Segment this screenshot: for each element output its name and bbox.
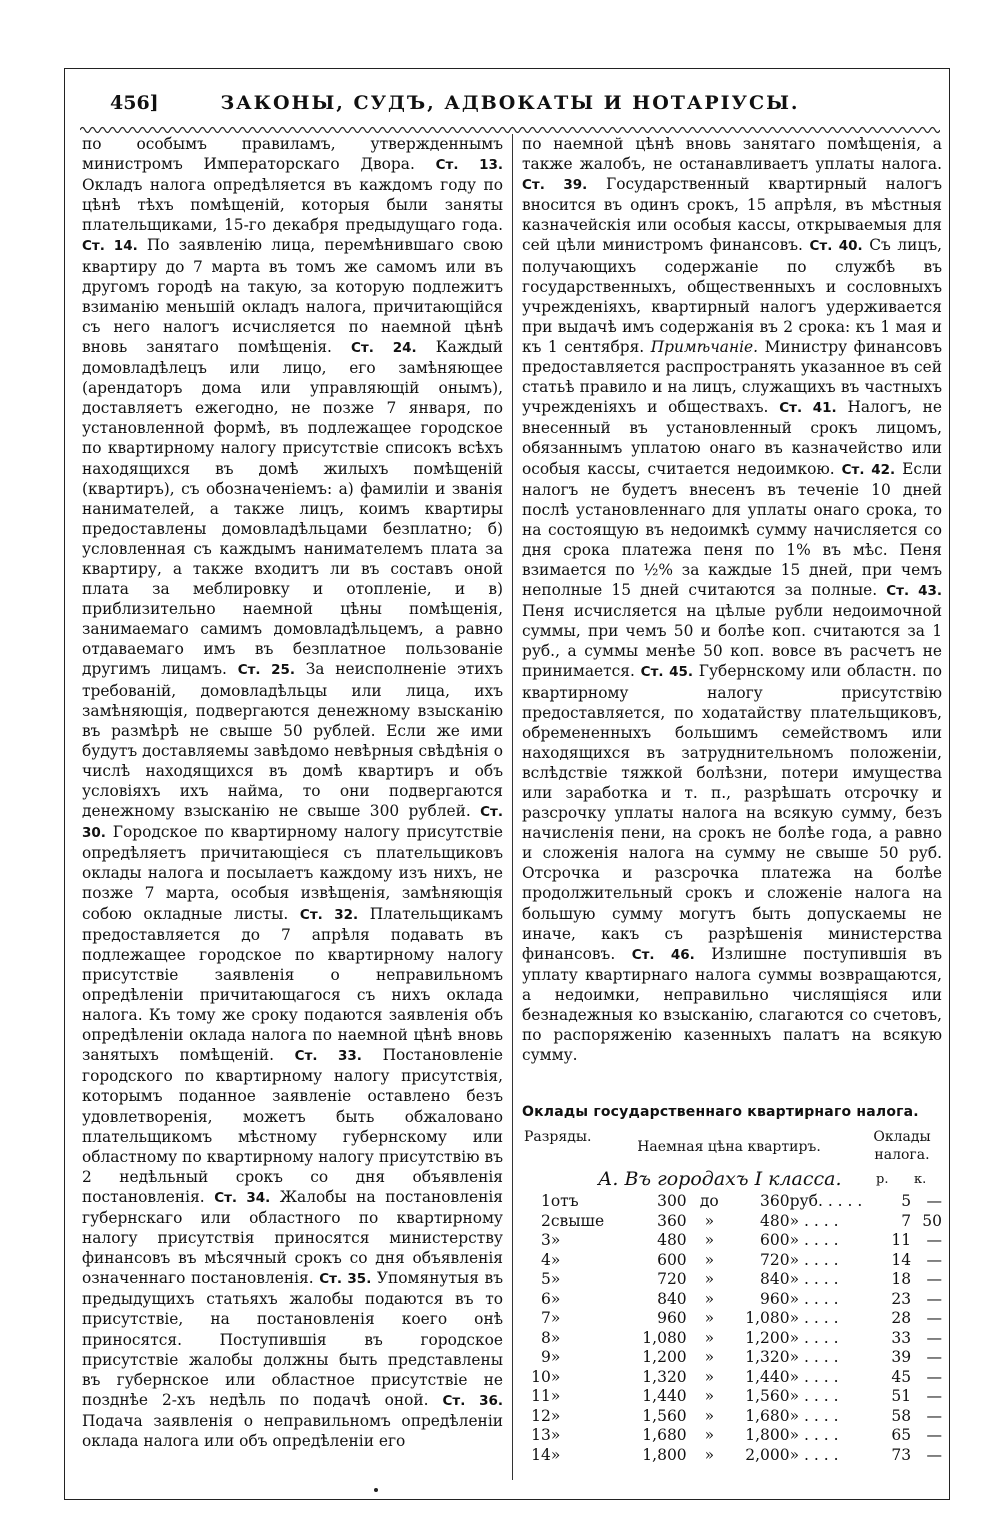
text-run: Окладъ налога опредѣляется въ каждомъ году по цѣнѣ тѣхъ помѣщеній, которыя были заняты плательщиками, 15-го декабря предыдущаго года. — [82, 176, 503, 235]
rate-unit: » . . . . — [789, 1406, 839, 1425]
rate-kop: — — [926, 1328, 942, 1347]
rate-kop: — — [926, 1426, 942, 1444]
rate-kop: — — [926, 1270, 942, 1288]
rate-prefix: » — [550, 1309, 561, 1327]
article-number: Ст. 46. — [631, 946, 695, 963]
rate-prefix: » — [550, 1406, 561, 1425]
text-run: Пеня исчисляется на цѣлые рубли недоимочной суммы, при чемъ 50 и болѣе коп. считаются за 1 руб., а суммы менѣе 50 коп. вовсе въ расчетъ не принимается. — [522, 602, 942, 681]
rate-from: 840 — [657, 1289, 687, 1308]
rate-kop: — — [926, 1348, 942, 1366]
rate-class: 4 — [540, 1250, 551, 1269]
rates-title: Оклады государственнаго квартирнаго налога. — [522, 1104, 919, 1120]
rate-from: 1,440 — [642, 1387, 687, 1405]
rate-prefix: » — [550, 1445, 561, 1464]
rate-from: 360 — [657, 1211, 687, 1230]
rate-to: 840 — [760, 1270, 790, 1288]
rate-to: 720 — [760, 1250, 790, 1269]
rate-prefix: » — [550, 1367, 561, 1386]
stray-dot — [374, 1488, 378, 1492]
rates-subheading: А. Въ городахъ I класса. — [598, 1168, 842, 1190]
rate-class: 8 — [540, 1328, 551, 1347]
rate-rub: 11 — [891, 1231, 912, 1249]
rate-kop: — — [926, 1231, 942, 1249]
text-run: Каждый домовладѣлецъ или лицо, его замѣняющее (арендаторъ дома или управляющій онымъ), доставляетъ ежегодно, не позже 7 января, по установленной формѣ, въ подлежащее городское по квартирному налогу присутствіе списокъ всѣхъ находящихся въ домѣ жилыхъ помѣщеній (квартиръ), съ обозначеніемъ: а) фамиліи и званія нанимателей, а также лицъ, коимъ квартиры предоставлены домовладѣльцами безплатно; б) условленная съ каждымъ нанимателемъ плата за квартиру, а также входитъ ли въ составъ оной плата за меблировку и отопленіе, и в) приблизительно наемной цѣны помѣщенія, занимаемаго самимъ домовладѣльцемъ, а равно отдаваемаго имъ въ безплатное пользованіе другимъ лицамъ. — [82, 337, 503, 679]
right-column — [522, 134, 942, 1065]
text-run: Налогъ, не внесенный въ установленный срокъ лицомъ, обязаннымъ уплатою онаго въ казначейство или особыя кассы, считается недоимкою. — [522, 398, 942, 478]
article-number: Ст. 40. — [809, 238, 863, 255]
article-number: Ст. 36. — [442, 1392, 503, 1409]
rate-from: 1,680 — [642, 1426, 687, 1444]
rate-rub: 45 — [891, 1367, 912, 1386]
text-run: по наемной цѣнѣ вновь занятаго помѣщенія, а также жалобъ, не останавливаетъ уплаты налога. — [522, 135, 942, 174]
rate-class: 2 — [540, 1211, 551, 1230]
rate-prefix: » — [550, 1270, 561, 1288]
rate-to-word: » — [704, 1426, 715, 1444]
table-row — [522, 1192, 942, 1212]
article-number: Ст. 39. — [522, 177, 588, 194]
rate-from: 600 — [657, 1250, 687, 1269]
text-run: по особымъ правиламъ, утвержденнымъ министромъ Императорскаго Двора. — [82, 135, 503, 174]
table-row — [522, 1426, 942, 1446]
rate-prefix: » — [550, 1328, 561, 1347]
column-divider — [512, 134, 513, 1480]
page-header — [80, 86, 940, 126]
rates-table-header — [522, 1128, 942, 1168]
rate-unit: руб. . . . . — [789, 1192, 863, 1210]
rate-from: 720 — [657, 1270, 687, 1288]
text-run: За неисполненіе этихъ требованій, домовладѣльцы или лица, ихъ замѣняющія, подвергаются денежному взысканію въ размѣрѣ не свыше 50 рублей. Если же ими будутъ доставляемы завѣдомо невѣрныя свѣдѣнія о числѣ находящихся въ домѣ квартиръ и объ условіяхъ ихъ найма, то они подвергаются денежному взысканію не свыше 300 рублей. — [82, 660, 503, 821]
rate-class: 14 — [531, 1445, 551, 1464]
rate-rub: 65 — [891, 1426, 912, 1444]
rate-to-word: » — [704, 1445, 715, 1464]
table-row — [522, 1387, 942, 1407]
rate-unit: » . . . . — [789, 1387, 839, 1405]
article-number: Ст. 35. — [319, 1271, 372, 1288]
rate-prefix: » — [550, 1289, 561, 1308]
rate-to: 1,560 — [745, 1387, 790, 1405]
rate-rub: 23 — [891, 1289, 912, 1308]
table-row — [522, 1446, 942, 1466]
rate-to-word: » — [704, 1250, 715, 1269]
article-number: Ст. 24. — [351, 339, 417, 356]
rate-to: 1,680 — [745, 1406, 790, 1425]
rate-to-word: » — [704, 1387, 715, 1405]
rate-to-word: » — [704, 1231, 715, 1249]
rate-to: 1,080 — [745, 1309, 790, 1327]
table-row — [522, 1290, 942, 1310]
text-run: Излишне поступившія въ уплату квартирнаго налога суммы возвращаются, а недоимки, неправильно числящіяся или безнадежныя ко взысканію, слагаются со счетовъ, по распоряженію казенныхъ палатъ на всякую сумму. — [522, 944, 942, 1065]
rates-subheading-row — [522, 1168, 942, 1192]
rate-rub: 7 — [901, 1211, 912, 1230]
rate-rub: 51 — [891, 1387, 912, 1405]
rate-rub: 73 — [891, 1445, 912, 1464]
rate-rub: 39 — [891, 1348, 912, 1366]
page-number: 456] — [110, 92, 159, 114]
text-run: Постановленіе городского по квартирному налогу присутствія, которымъ поданное заявленіе оставлено безъ удовлетворенія, можетъ быть обжаловано плательщикомъ мѣстному губернскому или областному по квартирному налогу присутствію въ 2 недѣльный срокъ со дня объявленія постановленія. — [82, 1046, 503, 1206]
article-number: Ст. 34. — [214, 1189, 271, 1206]
rate-unit: » . . . . — [789, 1289, 839, 1308]
rate-from: 1,080 — [642, 1328, 687, 1347]
article-number: Ст. 32. — [299, 906, 359, 923]
text-run: Съ лицъ, получающихъ содержаніе по службѣ въ государственныхъ, общественныхъ и сословныхъ учрежденіяхъ, квартирный налогъ удерживается при выдачѣ имъ содержанія въ 2 срока: къ 1 мая и къ 1 сентября. — [522, 236, 943, 356]
rate-kop: — — [926, 1192, 942, 1210]
rate-class: 13 — [531, 1426, 551, 1444]
text-run: Если налогъ не будетъ внесенъ въ теченіе 10 дней послѣ установленнаго для уплаты онаго срока, то на состоящую въ недоимкѣ сумму начисляется со дня срока платежа пеня по 1% въ мѣс. Пеня взимается по ½% за каждые 15 дней, при чемъ неполные 15 дней считаются за полные. — [522, 459, 942, 600]
rate-to: 1,800 — [745, 1426, 790, 1444]
article-number: Ст. 43. — [886, 583, 943, 600]
note-label: Примѣчаніе. — [650, 337, 759, 356]
article-number: Ст. 13. — [435, 157, 503, 174]
rate-unit: » . . . . — [789, 1231, 839, 1249]
header-rate: Оклады налога. — [873, 1129, 931, 1163]
rate-prefix: » — [550, 1387, 561, 1405]
article-number: Ст. 33. — [294, 1048, 362, 1065]
rate-kop: — — [926, 1445, 942, 1464]
rate-rub: 14 — [891, 1250, 912, 1269]
rate-class: 5 — [540, 1270, 551, 1288]
rate-class: 1 — [540, 1192, 551, 1210]
rate-from: 300 — [657, 1192, 687, 1210]
rate-to: 480 — [760, 1211, 790, 1230]
text-run: Министру финансовъ предоставляется распространять указанное въ сей статьѣ правило и на лицъ, служащихъ въ частныхъ учрежденіяхъ и обществахъ. — [522, 337, 943, 417]
rub-label: р. — [876, 1172, 889, 1187]
rate-from: 1,200 — [642, 1348, 687, 1366]
text-run: Подача заявленія о неправильномъ опредѣленіи оклада налога или объ опредѣленіи его — [82, 1411, 503, 1450]
rate-class: 10 — [531, 1367, 551, 1386]
rate-to: 1,440 — [745, 1367, 790, 1386]
rate-prefix: » — [550, 1426, 561, 1444]
rate-unit: » . . . . — [789, 1348, 839, 1366]
rate-to-word: до — [699, 1192, 719, 1210]
table-row — [522, 1407, 942, 1427]
article-number: Ст. 45. — [640, 664, 694, 681]
table-row — [522, 1212, 942, 1232]
rate-to: 360 — [760, 1192, 790, 1210]
rate-class: 7 — [540, 1309, 551, 1327]
rate-prefix: » — [550, 1250, 561, 1269]
rate-from: 1,560 — [642, 1406, 687, 1425]
text-run: Плательщикамъ предоставляется до 7 апрѣля подавать въ подлежащее городское по квартирному налогу присутствіе заявленія о неправильномъ опредѣленіи причитающагося съ нихъ оклада налога. Къ тому же сроку подаются заявленія объ опредѣленіи оклада налога по наемной цѣнѣ вновь занятыхъ помѣщеній. — [82, 904, 504, 1065]
rate-class: 12 — [531, 1406, 551, 1425]
rate-kop: — — [926, 1406, 942, 1425]
rate-class: 9 — [540, 1348, 551, 1366]
text-run: Упомянутыя въ предыдущихъ статьяхъ жалобы подаются въ то присутствіе, на постановленія коего онѣ приносятся. Поступившія въ городское присутствіе жалобы должны быть представлены въ губернское или областное присутствіе не позднѣе 2-хъ недѣль по подачѣ оной. — [82, 1269, 503, 1409]
rate-prefix: » — [550, 1231, 561, 1249]
rate-to: 600 — [760, 1231, 790, 1249]
rate-to-word: » — [704, 1406, 715, 1425]
table-row — [522, 1231, 942, 1251]
article-number: Ст. 30. — [82, 804, 503, 842]
rate-kop: — — [926, 1387, 942, 1405]
text-run: Жалобы на постановленія губернскаго или областного по квартирному налогу присутствія приносятся министерству финансовъ въ мѣсячный срокъ со дня объявленія означеннаго постановленія. — [82, 1187, 503, 1288]
rate-to-word: » — [704, 1270, 715, 1288]
rate-class: 3 — [540, 1231, 551, 1249]
rate-to: 1,200 — [745, 1328, 790, 1347]
rate-to-word: » — [704, 1309, 715, 1327]
rate-to: 2,000 — [745, 1445, 790, 1464]
header-class: Разряды. — [524, 1129, 592, 1145]
rate-to-word: » — [704, 1328, 715, 1347]
rate-class: 11 — [531, 1387, 551, 1405]
text-run: Городское по квартирному налогу присутствіе опредѣляетъ причитающіеся съ плательщиковъ оклады налога и посылаетъ каждому изъ нихъ, не позже 7 марта, особыя извѣщенія, замѣняющія собою окладные листы. — [82, 823, 503, 923]
rate-to: 960 — [760, 1289, 790, 1308]
rate-class: 6 — [540, 1289, 551, 1308]
rate-unit: » . . . . — [789, 1445, 839, 1464]
rate-unit: » . . . . — [789, 1426, 839, 1444]
rate-unit: » . . . . — [789, 1250, 839, 1269]
rate-to-word: » — [704, 1367, 715, 1386]
table-row — [522, 1251, 942, 1271]
rates-section — [522, 1104, 942, 1465]
rate-prefix: свыше — [550, 1211, 605, 1230]
rate-kop: — — [926, 1250, 942, 1269]
rate-unit: » . . . . — [789, 1328, 839, 1347]
left-column-paragraph — [82, 134, 503, 1451]
text-run: Губернскому или областн. по квартирному налогу присутствію предоставляется, по ходатайству плательщиковъ, обремененныхъ большимъ семействомъ или находящихся въ затруднительномъ положеніи, вслѣдствіе тяжкой болѣзни, потери имущества или заработка и т. п., разрѣшать отсрочку и разсрочку уплаты налога на всякую сумму, безъ начисленія пени, на срокъ не болѣе года, а равно и сложенія налога на сумму не свыше 50 руб. Отсрочка и разсрочка платежа на болѣе продолжительный срокъ и сложеніе налога на большую сумму могутъ быть допускаемы не иначе, какъ съ разрѣшенія министерства финансовъ. — [522, 662, 942, 963]
rate-rub: 58 — [891, 1406, 912, 1425]
article-number: Ст. 42. — [841, 461, 896, 478]
rate-to-word: » — [704, 1348, 715, 1366]
article-number: Ст. 25. — [237, 662, 295, 679]
article-number: Ст. 14. — [82, 238, 138, 255]
rate-prefix: отъ — [550, 1192, 579, 1210]
rate-unit: » . . . . — [789, 1270, 839, 1288]
running-head: ЗАКОНЫ, СУДЪ, АДВОКАТЫ И НОТАРІУСЫ. — [220, 92, 800, 114]
rate-rub: 33 — [891, 1328, 912, 1347]
table-row — [522, 1348, 942, 1368]
text-run: Государственный квартирный налогъ вносится въ одинъ срокъ, 15 апрѣля, въ мѣстныя казначейскія или особыя кассы, открываемыя для сей цѣли министромъ финансовъ. — [522, 175, 942, 255]
rate-rub: 18 — [891, 1270, 912, 1288]
header-price: Наемная цѣна квартиръ. — [637, 1139, 821, 1155]
article-number: Ст. 41. — [779, 400, 837, 417]
rate-kop: — — [926, 1289, 942, 1308]
text-run: По заявленію лица, перемѣнившаго свою квартиру до 7 марта въ томъ же самомъ или въ другомъ городѣ на такую, за которую подлежитъ взиманію меньшій окладъ налога, причитающійся съ него налогъ исчисляется по наемной цѣнѣ вновь занятаго помѣщенія. — [82, 236, 503, 356]
left-column — [82, 134, 503, 1451]
rates-table — [522, 1192, 942, 1465]
table-row — [522, 1309, 942, 1329]
rate-to-word: » — [704, 1211, 715, 1230]
rate-kop: 50 — [922, 1211, 942, 1230]
rate-to-word: » — [704, 1289, 715, 1308]
table-row — [522, 1270, 942, 1290]
rate-unit: » . . . . — [789, 1367, 839, 1386]
rate-unit: » . . . . — [789, 1309, 839, 1327]
rate-rub: 5 — [901, 1192, 912, 1210]
rate-to: 1,320 — [745, 1348, 790, 1366]
rate-from: 480 — [657, 1231, 687, 1249]
table-row — [522, 1368, 942, 1388]
rate-rub: 28 — [891, 1309, 912, 1327]
rate-from: 1,320 — [642, 1367, 687, 1386]
rate-from: 1,800 — [642, 1445, 687, 1464]
rate-unit: » . . . . — [789, 1211, 839, 1230]
right-column-paragraph — [522, 134, 942, 1065]
rate-prefix: » — [550, 1348, 561, 1366]
table-row — [522, 1329, 942, 1349]
kop-label: к. — [914, 1172, 927, 1187]
rate-kop: — — [926, 1367, 942, 1386]
rate-kop: — — [926, 1309, 942, 1327]
rate-from: 960 — [657, 1309, 687, 1327]
